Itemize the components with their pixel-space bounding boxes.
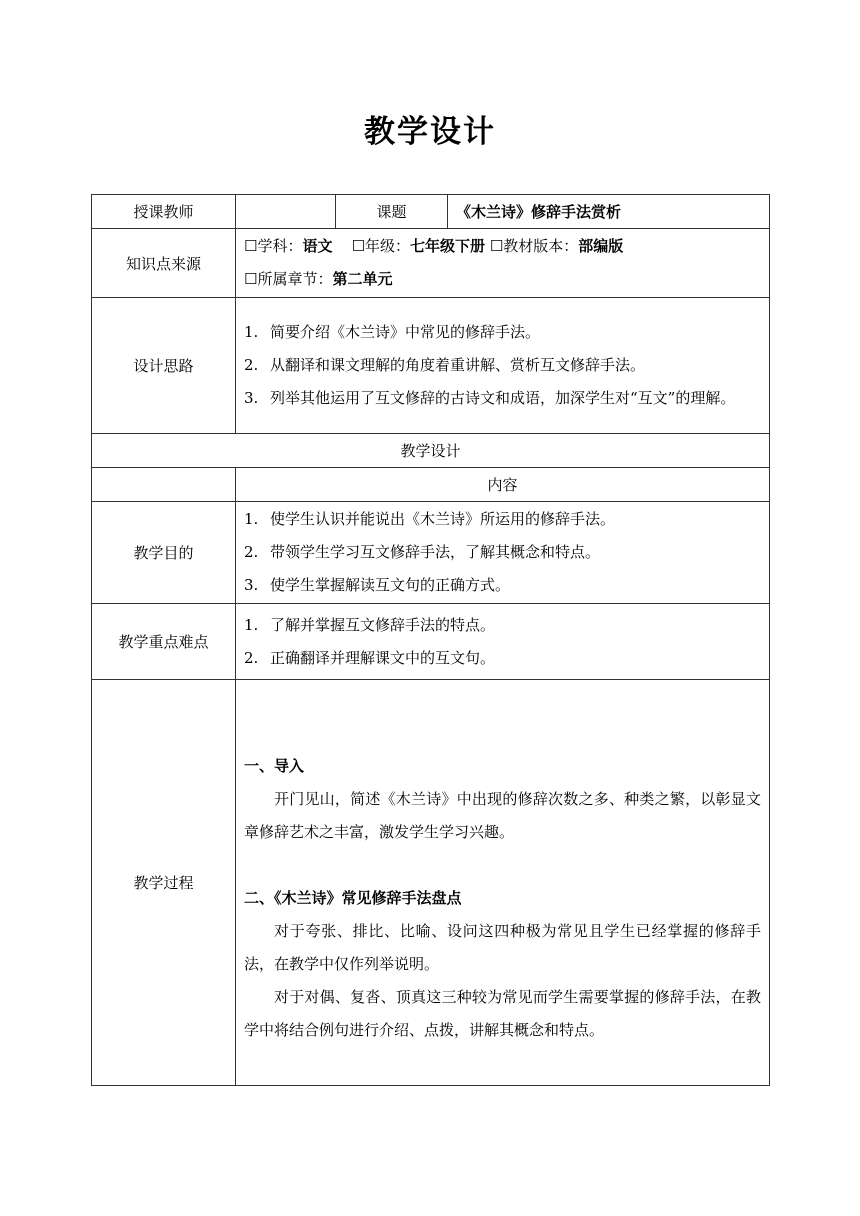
key-points-content: [236, 604, 770, 680]
topic-label: 课题: [336, 195, 448, 229]
process-content: [236, 680, 770, 1086]
chapter-label: 所属章节：: [257, 270, 333, 288]
section-header-row: [92, 434, 770, 468]
edition-value: 部编版: [578, 237, 624, 255]
subject-checkbox[interactable]: ☐: [244, 237, 258, 255]
process-row: [92, 680, 770, 1086]
topic-value: [448, 195, 770, 229]
lesson-plan-table: [91, 194, 770, 1086]
process-heading-1: 一、导入: [244, 757, 305, 775]
list-item: 1. 简要介绍《木兰诗》中常见的修辞手法。: [244, 323, 541, 341]
list-item: 2. 带领学生学习互文修辞手法，了解其概念和特点。: [244, 543, 601, 561]
process-paragraph: 开门见山，简述《木兰诗》中出现的修辞次数之多、种类之繁，以彰显文章修辞艺术之丰富，激发学生学习兴趣。: [244, 790, 761, 841]
design-idea-row: [92, 298, 770, 434]
grade-value: 七年级下册: [410, 237, 486, 255]
list-item: 3. 使学生掌握解读互文句的正确方式。: [244, 576, 511, 594]
list-item: 3. 列举其他运用了互文修辞的古诗文和成语，加深学生对“互文”的理解。: [244, 389, 736, 407]
content-header-blank: [92, 468, 236, 502]
edition-checkbox[interactable]: ☐: [489, 237, 504, 255]
source-content: [236, 229, 770, 298]
objectives-row: [92, 502, 770, 604]
content-header: 内容: [236, 468, 770, 502]
key-points-row: [92, 604, 770, 680]
process-label: 教学过程: [92, 680, 236, 1086]
teacher-label: 授课教师: [92, 195, 236, 229]
page-title: 教学设计: [364, 114, 496, 150]
topic-text: 《木兰诗》修辞手法赏析: [456, 203, 622, 221]
teacher-topic-row: [92, 195, 770, 229]
list-item: 2. 正确翻译并理解课文中的互文句。: [244, 648, 496, 667]
grade-label: 年级：: [365, 237, 411, 255]
objectives-content: [236, 502, 770, 604]
subject-label: 学科：: [257, 237, 303, 255]
edition-label: 教材版本：: [503, 237, 579, 255]
process-paragraph: 对于夸张、排比、比喻、设问这四种极为常见且学生已经掌握的修辞手法，在教学中仅作列举说明。: [244, 922, 761, 973]
design-idea-content: [236, 298, 770, 434]
content-header-row: [92, 468, 770, 502]
teacher-value: [236, 195, 336, 229]
process-paragraph: 对于对偶、复沓、顶真这三种较为常见而学生需要掌握的修辞手法，在教学中将结合例句进行介绍、点拨，讲解其概念和特点。: [244, 988, 761, 1039]
section-header: 教学设计: [92, 434, 770, 468]
list-item: 1. 使学生认识并能说出《木兰诗》所运用的修辞手法。: [244, 510, 616, 528]
list-item: 1. 了解并掌握互文修辞手法的特点。: [244, 615, 496, 634]
grade-checkbox[interactable]: ☐: [351, 237, 366, 255]
source-row: [92, 229, 770, 298]
design-idea-label: 设计思路: [92, 298, 236, 434]
chapter-checkbox[interactable]: ☐: [244, 270, 258, 288]
source-label: 知识点来源: [92, 229, 236, 298]
process-heading-2: 二、《木兰诗》常见修辞手法盘点: [244, 889, 462, 907]
list-item: 2. 从翻译和课文理解的角度着重讲解、赏析互文修辞手法。: [244, 356, 646, 374]
subject-value: 语文: [302, 237, 333, 255]
objectives-label: 教学目的: [92, 502, 236, 604]
chapter-value: 第二单元: [332, 270, 393, 288]
key-points-label: 教学重点难点: [92, 604, 236, 680]
